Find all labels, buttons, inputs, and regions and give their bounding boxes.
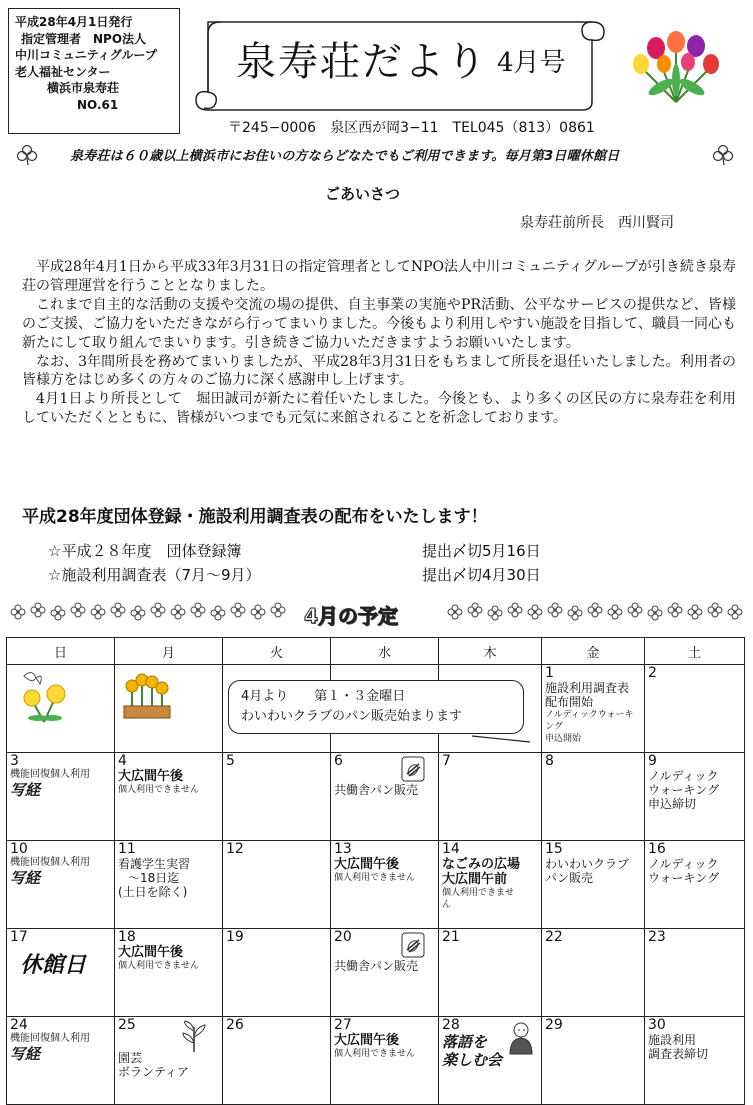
event-text: 大広間午後 [118,945,184,960]
greeting-body [22,258,736,428]
issue-number: NO.61 [77,97,119,112]
day-cell [331,1017,439,1105]
day-cell [542,841,645,929]
callout-pointer [470,732,540,746]
day-number: 22 [545,929,563,945]
day-cell [223,1017,331,1105]
day-number: 24 [10,1017,28,1033]
publisher-box [8,8,180,134]
day-number: 18 [118,929,136,945]
clover-icon [712,144,734,166]
organization: 中川コミュニティグループ [15,48,157,62]
event-text: ウォーキング [648,783,720,797]
event-text: 看護学生実習 [118,857,191,871]
event-text: パン販売 [545,871,594,885]
event-text: 大広間午前 [442,872,508,887]
event-text: ボランティア [118,1065,190,1079]
day-cell [115,665,223,753]
day-number: 25 [118,1017,136,1033]
flower-garland-right [445,600,745,624]
day-cell [7,841,115,929]
event-note: 機能回復個人利用 [10,769,90,780]
week-row [7,753,745,841]
day-number: 11 [118,841,136,857]
day-cell [7,929,115,1017]
address: 〒245−0006 泉区西が岡3−11 TEL045（813）0861 [228,120,595,136]
manager: 指定管理者 NPO法人 [21,31,147,46]
day-cell [223,841,331,929]
event-text: ノルディック [648,857,719,871]
day-cell [645,753,745,841]
weekday-header-row [7,638,745,665]
day-number: 29 [545,1017,563,1033]
event-note: ノルディックウォーキング [545,710,634,732]
day-number: 17 [10,929,28,945]
day-cell [439,929,542,1017]
event-text: 施設利用調査表 [545,681,630,695]
registration-item-deadline: 提出〆切5月16日 [422,542,541,560]
day-cell [115,1017,223,1105]
facility-name: 横浜市泉寿荘 [47,81,120,95]
notice-text: 泉寿荘は６０歳以上横浜市にお住いの方ならどなたでもご利用できます。毎月第3日曜休館日 [70,149,620,164]
day-cell [7,665,115,753]
day-cell [542,1017,645,1105]
event-note: 機能回復個人利用 [10,1033,90,1044]
day-cell [645,665,745,753]
day-number: 1 [545,665,554,681]
event-text: 写経 [10,1045,41,1063]
event-text: なごみの広場 [442,857,521,872]
calendar-title: 4月の予定 [304,604,398,628]
day-number: 9 [648,753,657,769]
registration-item-label: ☆施設利用調査表（7月〜9月） [48,566,261,584]
day-cell [645,1017,745,1105]
greeting-paragraph: 平成28年4月1日から平成33年3月31日の指定管理者としてNPO法人中川コミュニティグループが引き続き泉寿荘の管理運営を行うこととなりました。 [22,259,736,294]
event-text: 大広間午後 [334,857,400,872]
bread-icon [401,932,425,958]
issue-label: 4月号 [497,48,566,78]
registration-item-deadline: 提出〆切4月30日 [422,566,541,584]
clover-icon [16,144,38,166]
day-number: 23 [648,929,666,945]
day-cell [542,753,645,841]
day-number: 2 [648,665,657,681]
event-text: 落語を [442,1033,488,1051]
event-note: 個人利用できません [118,785,200,795]
event-note: ん [442,900,452,910]
day-number: 28 [442,1017,460,1033]
day-number: 20 [334,929,352,945]
event-text: 〜18日迄 [128,871,180,885]
day-cell [115,929,223,1017]
callout-line: わいわいクラブのパン販売始まります [241,709,463,724]
weekday-thu: 木 [439,638,542,665]
day-number: 27 [334,1017,352,1033]
day-cell [542,929,645,1017]
registration-item-label: ☆平成２８年度 団体登録簿 [48,542,242,560]
day-number: 19 [226,929,244,945]
day-cell [331,929,439,1017]
day-cell [331,753,439,841]
flower-garland-left [8,600,298,624]
day-number: 14 [442,841,460,857]
day-cell [645,929,745,1017]
flower-pot-icon [118,666,178,722]
event-text: (土日を除く) [118,885,188,899]
event-note: 個人利用できません [334,1049,416,1059]
registration-heading: 平成28年度団体登録・施設利用調査表の配布をいたします！ [22,507,488,527]
weekday-tue: 火 [223,638,331,665]
event-text: 配布開始 [545,695,594,709]
day-number: 26 [226,1017,244,1033]
day-number: 30 [648,1017,666,1033]
day-cell [223,753,331,841]
event-text: 大広間午後 [334,1033,400,1048]
day-cell [331,841,439,929]
event-text: ウォーキング [648,871,720,885]
event-text: 申込締切 [648,797,697,811]
gardening-plant-icon [179,1019,209,1053]
weekday-sat: 土 [645,638,745,665]
day-cell [439,841,542,929]
event-note: 申込開始 [545,734,582,744]
event-text: 共働舎パン販売 [334,959,419,973]
day-cell [645,841,745,929]
bread-icon [401,756,425,782]
day-number: 21 [442,929,460,945]
day-number: 8 [545,753,554,769]
day-cell [115,841,223,929]
event-text: 施設利用 [648,1033,697,1047]
day-cell [7,753,115,841]
day-cell [115,753,223,841]
week-row [7,841,745,929]
day-cell [542,665,645,753]
event-text: 調査表締切 [648,1047,709,1061]
day-cell [439,1017,542,1105]
callout-line: 4月より 第１・３金曜日 [241,689,406,704]
newsletter-title: 泉寿荘だより [236,39,488,85]
event-text: 写経 [10,781,41,799]
greeting-paragraph: なお、3年間所長を務めてまいりましたが、平成28年3月31日をもちまして所長を退任いたしました。利用者の皆様方をはじめ多くの方々のご協力に深く感謝申し上げます。 [22,353,736,389]
greeting-paragraph: 4月1日より所長として 堀田誠司が新たに着任いたしました。今後とも、より多くの区民の方に泉寿荘を利用していただくとともに、皆様がいつまでも元気に来館されることを祈念しております。 [22,391,736,427]
event-note: 個人利用できませ [442,888,515,898]
day-cell [439,753,542,841]
greeting-signature: 泉寿荘前所長 西川賢司 [520,215,674,231]
day-number: 3 [10,753,19,769]
event-note: 機能回復個人利用 [10,857,90,868]
closed-day-label: 休館日 [20,953,87,978]
day-number: 7 [442,753,451,769]
day-number: 16 [648,841,666,857]
weekday-wed: 水 [331,638,439,665]
weekday-fri: 金 [542,638,645,665]
day-number: 10 [10,841,28,857]
weekday-sun: 日 [7,638,115,665]
rakugo-performer-icon [507,1021,535,1055]
event-text: 園芸 [118,1051,143,1065]
publish-date: 平成28年4月1日発行 [15,15,133,29]
day-number: 5 [226,753,235,769]
day-cell [223,929,331,1017]
day-number: 12 [226,841,244,857]
event-text: 写経 [10,869,41,887]
day-number: 4 [118,753,127,769]
week-row [7,929,745,1017]
day-number: 13 [334,841,352,857]
tulip-bouquet-illustration [626,22,726,104]
greeting-heading: ごあいさつ [325,185,401,203]
greeting-paragraph: これまで自主的な活動の支援や交流の場の提供、自主事業の実施やPR活動、公平なサービスの提供など、皆様のご支援、ご協力をいただきながら行ってまいりました。今後もより利用しやすい施設を目指して、職員一同心も新たにして取り組んでまいります。引き続きご協力いただきますようお願いいたします。 [22,296,736,351]
day-number: 15 [545,841,563,857]
event-text: 楽しむ会 [442,1051,503,1069]
day-number: 6 [334,753,343,769]
event-text: ノルディック [648,769,719,783]
week-row [7,1017,745,1105]
day-cell [7,1017,115,1105]
event-note: 個人利用できません [334,873,416,883]
weekday-mon: 月 [115,638,223,665]
event-text: わいわいクラブ [545,857,630,871]
event-note: 個人利用できません [118,961,200,971]
event-text: 共働舎パン販売 [334,783,419,797]
bread-sale-callout [228,680,524,734]
event-text: 大広間午後 [118,769,184,784]
dandelion-icon [10,666,80,726]
facility-type: 老人福祉センター [15,64,111,79]
